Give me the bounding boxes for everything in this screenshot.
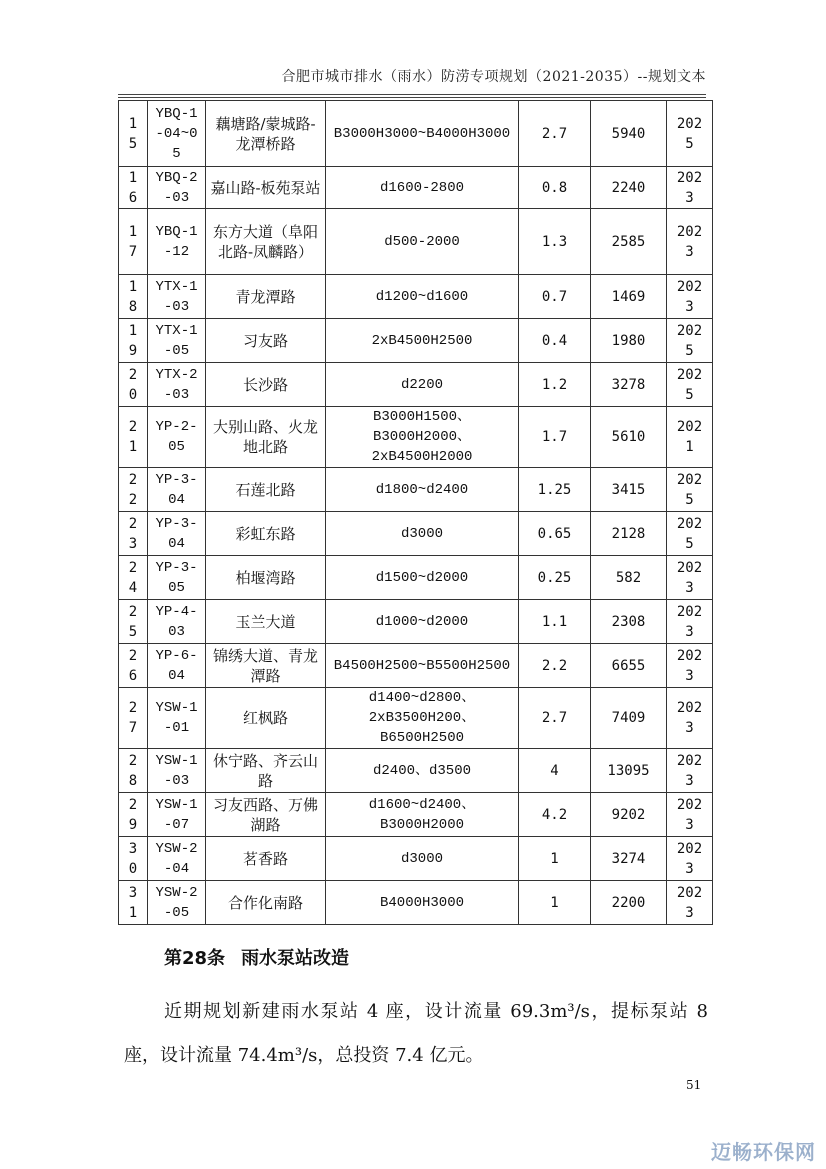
table-row	[119, 167, 713, 209]
year-cell: 202 3	[667, 793, 713, 837]
pipe-code-cell: YP-2- 05	[148, 407, 206, 468]
row-number-cell: 2 1	[119, 407, 148, 468]
pipe-code-cell: YP-3- 04	[148, 468, 206, 512]
pipe-code-cell: YSW-1 -07	[148, 793, 206, 837]
investment-cell: 582	[591, 556, 667, 600]
table-row	[119, 688, 713, 749]
pipe-spec-cell: d1200~d1600	[326, 275, 519, 319]
table-row	[119, 749, 713, 793]
year-cell: 202 5	[667, 363, 713, 407]
pipe-code-cell: YTX-1 -05	[148, 319, 206, 363]
row-number-cell: 2 9	[119, 793, 148, 837]
pipe-code-cell: YSW-1 -03	[148, 749, 206, 793]
pipe-spec-cell: d1600~d2400、B3000H2000	[326, 793, 519, 837]
section-heading	[164, 944, 349, 970]
length-cell: 1	[519, 881, 591, 925]
investment-cell: 3278	[591, 363, 667, 407]
road-name-cell: 石莲北路	[206, 468, 326, 512]
investment-cell: 5940	[591, 101, 667, 167]
row-number-cell: 3 0	[119, 837, 148, 881]
pipe-code-cell: YP-6- 04	[148, 644, 206, 688]
pipe-spec-cell: d1800~d2400	[326, 468, 519, 512]
pipe-spec-cell: d1600-2800	[326, 167, 519, 209]
year-cell: 202 3	[667, 556, 713, 600]
length-cell: 0.65	[519, 512, 591, 556]
page-header: 合肥市城市排水（雨水）防涝专项规划（2021-2035）--规划文本	[281, 69, 706, 85]
pipe-code-cell: YSW-1 -01	[148, 688, 206, 749]
table-row	[119, 468, 713, 512]
length-cell: 1.25	[519, 468, 591, 512]
pipe-code-cell: YBQ-1 -04~0 5	[148, 101, 206, 167]
length-cell: 0.8	[519, 167, 591, 209]
investment-cell: 2128	[591, 512, 667, 556]
row-number-cell: 2 5	[119, 600, 148, 644]
section-number: 第28条	[164, 948, 226, 969]
year-cell: 202 3	[667, 600, 713, 644]
year-cell: 202 3	[667, 688, 713, 749]
pipe-spec-cell: d3000	[326, 837, 519, 881]
length-cell: 0.4	[519, 319, 591, 363]
investment-cell: 1980	[591, 319, 667, 363]
year-cell: 202 5	[667, 101, 713, 167]
table-row	[119, 275, 713, 319]
table-row	[119, 881, 713, 925]
pipe-spec-cell: d1000~d2000	[326, 600, 519, 644]
table-row	[119, 101, 713, 167]
length-cell: 2.7	[519, 688, 591, 749]
table-row	[119, 644, 713, 688]
pipe-code-cell: YP-3- 05	[148, 556, 206, 600]
row-number-cell: 2 0	[119, 363, 148, 407]
row-number-cell: 3 1	[119, 881, 148, 925]
table-row	[119, 600, 713, 644]
pipe-spec-cell: d2200	[326, 363, 519, 407]
pipe-spec-cell: B4000H3000	[326, 881, 519, 925]
road-name-cell: 锦绣大道、青龙潭路	[206, 644, 326, 688]
row-number-cell: 2 7	[119, 688, 148, 749]
watermark-logo: 迈畅环保网	[711, 1140, 816, 1164]
investment-cell: 3274	[591, 837, 667, 881]
road-name-cell: 红枫路	[206, 688, 326, 749]
road-name-cell: 大别山路、火龙地北路	[206, 407, 326, 468]
header-rule	[118, 94, 706, 95]
investment-cell: 3415	[591, 468, 667, 512]
length-cell: 4	[519, 749, 591, 793]
pipe-code-cell: YTX-1 -03	[148, 275, 206, 319]
table-row	[119, 407, 713, 468]
length-cell: 1.7	[519, 407, 591, 468]
pipe-code-cell: YTX-2 -03	[148, 363, 206, 407]
investment-cell: 1469	[591, 275, 667, 319]
pipe-spec-cell: B3000H3000~B4000H3000	[326, 101, 519, 167]
pipe-spec-cell: B3000H1500、B3000H2000、2xB4500H2000	[326, 407, 519, 468]
investment-cell: 6655	[591, 644, 667, 688]
section-title: 雨水泵站改造	[241, 948, 350, 969]
year-cell: 202 3	[667, 167, 713, 209]
year-cell: 202 1	[667, 407, 713, 468]
year-cell: 202 5	[667, 468, 713, 512]
length-cell: 2.7	[519, 101, 591, 167]
road-name-cell: 嘉山路-板苑泵站	[206, 167, 326, 209]
table-row	[119, 319, 713, 363]
table-row	[119, 793, 713, 837]
row-number-cell: 1 7	[119, 209, 148, 275]
length-cell: 1.2	[519, 363, 591, 407]
road-name-cell: 藕塘路/蒙城路-龙潭桥路	[206, 101, 326, 167]
pipe-spec-cell: d2400、d3500	[326, 749, 519, 793]
row-number-cell: 1 8	[119, 275, 148, 319]
table-row	[119, 556, 713, 600]
table-row	[119, 363, 713, 407]
length-cell: 1	[519, 837, 591, 881]
year-cell: 202 5	[667, 319, 713, 363]
table-row	[119, 512, 713, 556]
road-name-cell: 玉兰大道	[206, 600, 326, 644]
header-rule-double	[118, 97, 706, 98]
investment-cell: 5610	[591, 407, 667, 468]
investment-cell: 2585	[591, 209, 667, 275]
investment-cell: 7409	[591, 688, 667, 749]
length-cell: 0.7	[519, 275, 591, 319]
road-name-cell: 彩虹东路	[206, 512, 326, 556]
year-cell: 202 5	[667, 512, 713, 556]
row-number-cell: 2 4	[119, 556, 148, 600]
road-name-cell: 习友路	[206, 319, 326, 363]
investment-cell: 13095	[591, 749, 667, 793]
row-number-cell: 2 8	[119, 749, 148, 793]
road-name-cell: 青龙潭路	[206, 275, 326, 319]
table-row	[119, 209, 713, 275]
pipe-spec-cell: d500-2000	[326, 209, 519, 275]
road-name-cell: 休宁路、齐云山路	[206, 749, 326, 793]
pipe-code-cell: YBQ-2 -03	[148, 167, 206, 209]
pipeline-table	[118, 100, 713, 925]
road-name-cell: 长沙路	[206, 363, 326, 407]
pipe-code-cell: YSW-2 -04	[148, 837, 206, 881]
length-cell: 2.2	[519, 644, 591, 688]
table-body	[119, 101, 713, 925]
year-cell: 202 3	[667, 749, 713, 793]
road-name-cell: 柏堰湾路	[206, 556, 326, 600]
length-cell: 4.2	[519, 793, 591, 837]
year-cell: 202 3	[667, 644, 713, 688]
pipe-spec-cell: 2xB4500H2500	[326, 319, 519, 363]
pipe-code-cell: YBQ-1 -12	[148, 209, 206, 275]
road-name-cell: 合作化南路	[206, 881, 326, 925]
year-cell: 202 3	[667, 209, 713, 275]
row-number-cell: 1 5	[119, 101, 148, 167]
road-name-cell: 习友西路、万佛湖路	[206, 793, 326, 837]
year-cell: 202 3	[667, 837, 713, 881]
investment-cell: 2240	[591, 167, 667, 209]
length-cell: 1.1	[519, 600, 591, 644]
year-cell: 202 3	[667, 275, 713, 319]
pipe-spec-cell: d1400~d2800、2xB3500H200、B6500H2500	[326, 688, 519, 749]
investment-cell: 2308	[591, 600, 667, 644]
pipe-spec-cell: d3000	[326, 512, 519, 556]
page-number: 51	[686, 1078, 702, 1092]
investment-cell: 2200	[591, 881, 667, 925]
length-cell: 1.3	[519, 209, 591, 275]
row-number-cell: 2 6	[119, 644, 148, 688]
row-number-cell: 2 2	[119, 468, 148, 512]
row-number-cell: 1 9	[119, 319, 148, 363]
road-name-cell: 茗香路	[206, 837, 326, 881]
section-paragraph: 近期规划新建雨水泵站 4 座，设计流量 69.3m³/s，提标泵站 8 座，设计流量 74.4m³/s，总投资 7.4 亿元。	[124, 1001, 708, 1066]
year-cell: 202 3	[667, 881, 713, 925]
pipe-spec-cell: B4500H2500~B5500H2500	[326, 644, 519, 688]
table-row	[119, 837, 713, 881]
pipe-code-cell: YSW-2 -05	[148, 881, 206, 925]
length-cell: 0.25	[519, 556, 591, 600]
row-number-cell: 1 6	[119, 167, 148, 209]
pipe-spec-cell: d1500~d2000	[326, 556, 519, 600]
row-number-cell: 2 3	[119, 512, 148, 556]
investment-cell: 9202	[591, 793, 667, 837]
pipe-code-cell: YP-4- 03	[148, 600, 206, 644]
road-name-cell: 东方大道（阜阳北路-凤麟路）	[206, 209, 326, 275]
pipe-code-cell: YP-3- 04	[148, 512, 206, 556]
